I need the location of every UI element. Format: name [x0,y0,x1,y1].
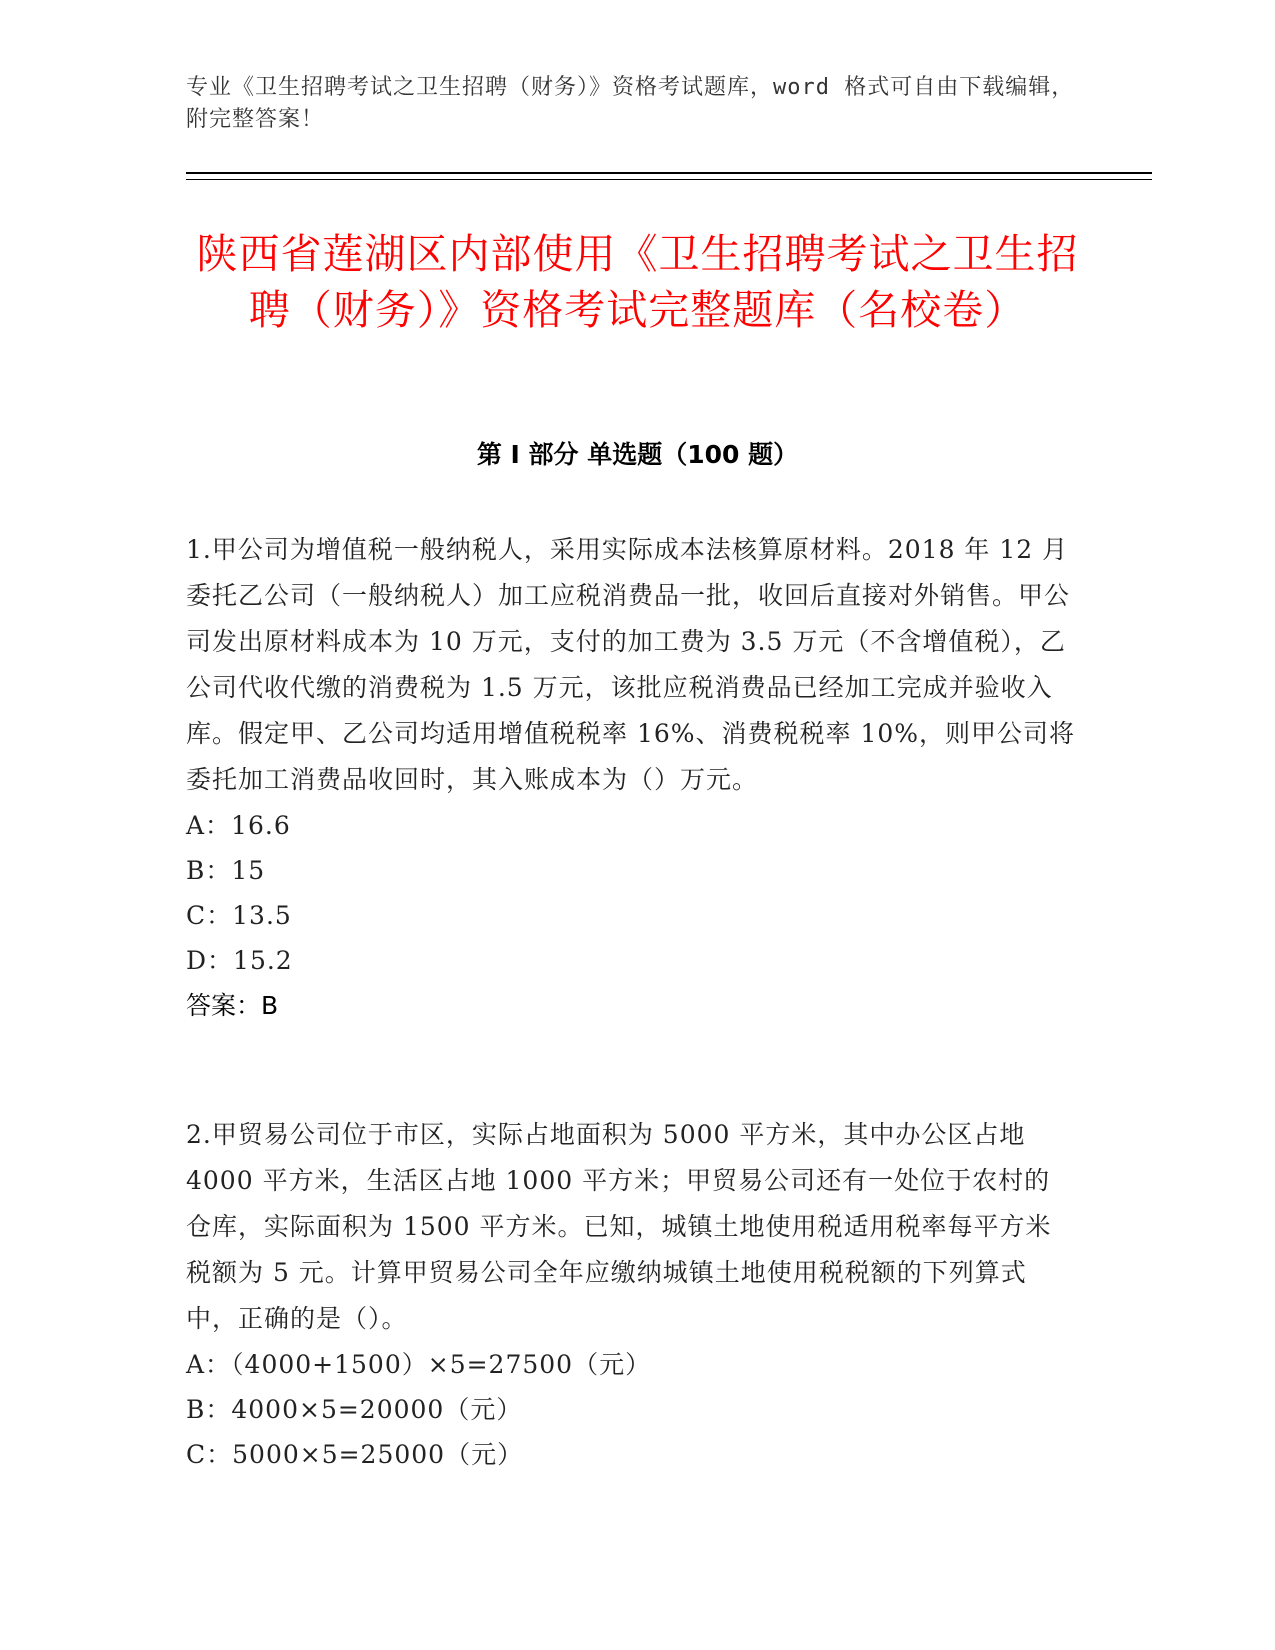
option-a: A：16.6 [186,811,291,840]
header-divider-thin [186,179,1152,180]
option-c: C：5000×5=25000（元） [186,1440,524,1469]
option-b: B：4000×5=20000（元） [186,1395,523,1424]
document-title: 陕西省莲湖区内部使用《卫生招聘考试之卫生招聘（财务）》资格考试完整题库（名校卷） [196,230,1079,334]
header-note: 专业《卫生招聘考试之卫生招聘（财务）》资格考试题库，word 格式可自由下载编辑，附完整答案！ [186,75,1075,132]
option-c: C：13.5 [186,901,292,930]
option-d: D：15.2 [186,946,293,975]
question-text: 2.甲贸易公司位于市区，实际占地面积为 5000 平方米，其中办公区占地 4000 平方米，生活区占地 1000 平方米；甲贸易公司还有一处位于农村的仓库，实际面积为 1500 平方米。已知，城镇土地使用税适用税率每平方米税额为 5 元。计算甲贸易公司全年应缴纳城镇土地使用税税额的下列算式中，正确的是（）。 [186,1120,1052,1333]
header-divider [186,172,1152,174]
answer: 答案：B [186,991,279,1020]
option-b: B：15 [186,856,266,885]
option-a: A：（4000+1500）×5=27500（元） [186,1350,652,1379]
section-heading: 第 I 部分 单选题（100 题） [476,440,799,469]
question-2 [186,1112,1076,1477]
question-text: 1.甲公司为增值税一般纳税人，采用实际成本法核算原材料。2018 年 12 月委托乙公司（一般纳税人）加工应税消费品一批，收回后直接对外销售。甲公司发出原材料成本为 10 万元，支付的加工费为 3.5 万元（不含增值税），乙公司代收代缴的消费税为 1.5 万元，该批应税消费品已经加工完成并验收入库。假定甲、乙公司均适用增值税税率 16%、消费税税率 10%，则甲公司将委托加工消费品收回时，其入账成本为（）万元。 [186,535,1076,794]
question-1 [186,527,1076,1028]
